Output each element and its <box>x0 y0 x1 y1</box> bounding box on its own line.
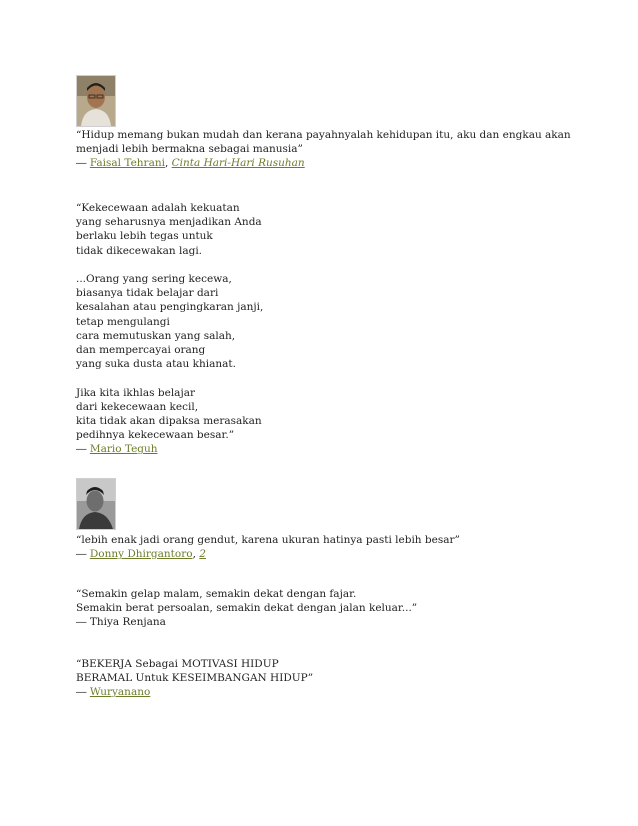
quote-line: biasanya tidak belajar dari <box>76 287 219 300</box>
quote-line: “Kekecewaan adalah kekuatan <box>76 202 240 214</box>
portrait-icon <box>77 479 115 529</box>
quote-line: “lebih enak jadi orang gendut, karena ukuran hatinya pasti lebih besar” <box>76 534 460 546</box>
quote-line-blank <box>76 258 596 272</box>
quote-line: tetap mengulangi <box>76 315 170 328</box>
author-link[interactable]: Mario Teguh <box>89 443 158 456</box>
quote-2 <box>76 201 596 457</box>
author-link[interactable]: Donny Dhirgantoro <box>89 548 193 561</box>
quote-1 <box>76 128 596 171</box>
attribution <box>76 156 596 170</box>
quote-line: menjadi lebih bermakna sebagai manusia” <box>76 143 303 156</box>
quote-line: cara memutuskan yang salah, <box>76 329 236 342</box>
attribution <box>76 615 596 629</box>
quote-4 <box>76 587 596 630</box>
dash: ― <box>76 616 87 629</box>
separator: , <box>164 157 169 170</box>
author-photo-donny-dhirgantoro[interactable] <box>76 478 116 530</box>
quote-3 <box>76 533 596 561</box>
dash: ― <box>76 443 87 456</box>
quote-line: kesalahan atau pengingkaran janji, <box>76 301 264 314</box>
author-link[interactable]: Faisal Tehrani <box>89 157 165 170</box>
quote-line: ...Orang yang sering kecewa, <box>76 273 232 286</box>
dash: ― <box>76 686 87 699</box>
dash: ― <box>76 157 87 170</box>
quote-line: tidak dikecewakan lagi. <box>76 244 203 257</box>
quote-line: dan mempercayai orang <box>76 344 206 357</box>
author-name: Thiya Renjana <box>89 616 166 629</box>
work-link[interactable]: 2 <box>199 548 206 561</box>
attribution <box>76 685 596 699</box>
quote-line: “Semakin gelap malam, semakin dekat dengan fajar. <box>76 588 357 600</box>
work-link[interactable]: Cinta Hari-Hari Rusuhan <box>171 157 305 170</box>
author-link[interactable]: Wuryanano <box>89 686 151 699</box>
quote-line: “BEKERJA Sebagai MOTIVASI HIDUP <box>76 658 279 670</box>
quote-line: Jika kita ikhlas belajar <box>76 386 195 399</box>
dash: ― <box>76 548 87 561</box>
quote-line-blank <box>76 371 596 385</box>
quote-line: berlaku lebih tegas untuk <box>76 230 213 243</box>
quote-line: dari kekecewaan kecil, <box>76 400 199 413</box>
attribution <box>76 442 596 456</box>
separator: , <box>192 548 196 561</box>
quote-5 <box>76 657 596 700</box>
quote-line: yang suka dusta atau khianat. <box>76 358 236 371</box>
quote-line: “Hidup memang bukan mudah dan kerana payahnyalah kehidupan itu, aku dan engkau akan <box>76 129 571 141</box>
attribution <box>76 547 596 561</box>
portrait-icon <box>77 76 115 126</box>
quote-line: yang seharusnya menjadikan Anda <box>76 216 262 229</box>
quote-line: BERAMAL Untuk KESEIMBANGAN HIDUP” <box>76 672 314 685</box>
quote-line: Semakin berat persoalan, semakin dekat dengan jalan keluar...” <box>76 602 418 615</box>
author-photo-faisal-tehrani[interactable] <box>76 75 116 127</box>
quote-line: pedihnya kekecewaan besar.” <box>76 429 235 442</box>
quote-line: kita tidak akan dipaksa merasakan <box>76 415 262 428</box>
